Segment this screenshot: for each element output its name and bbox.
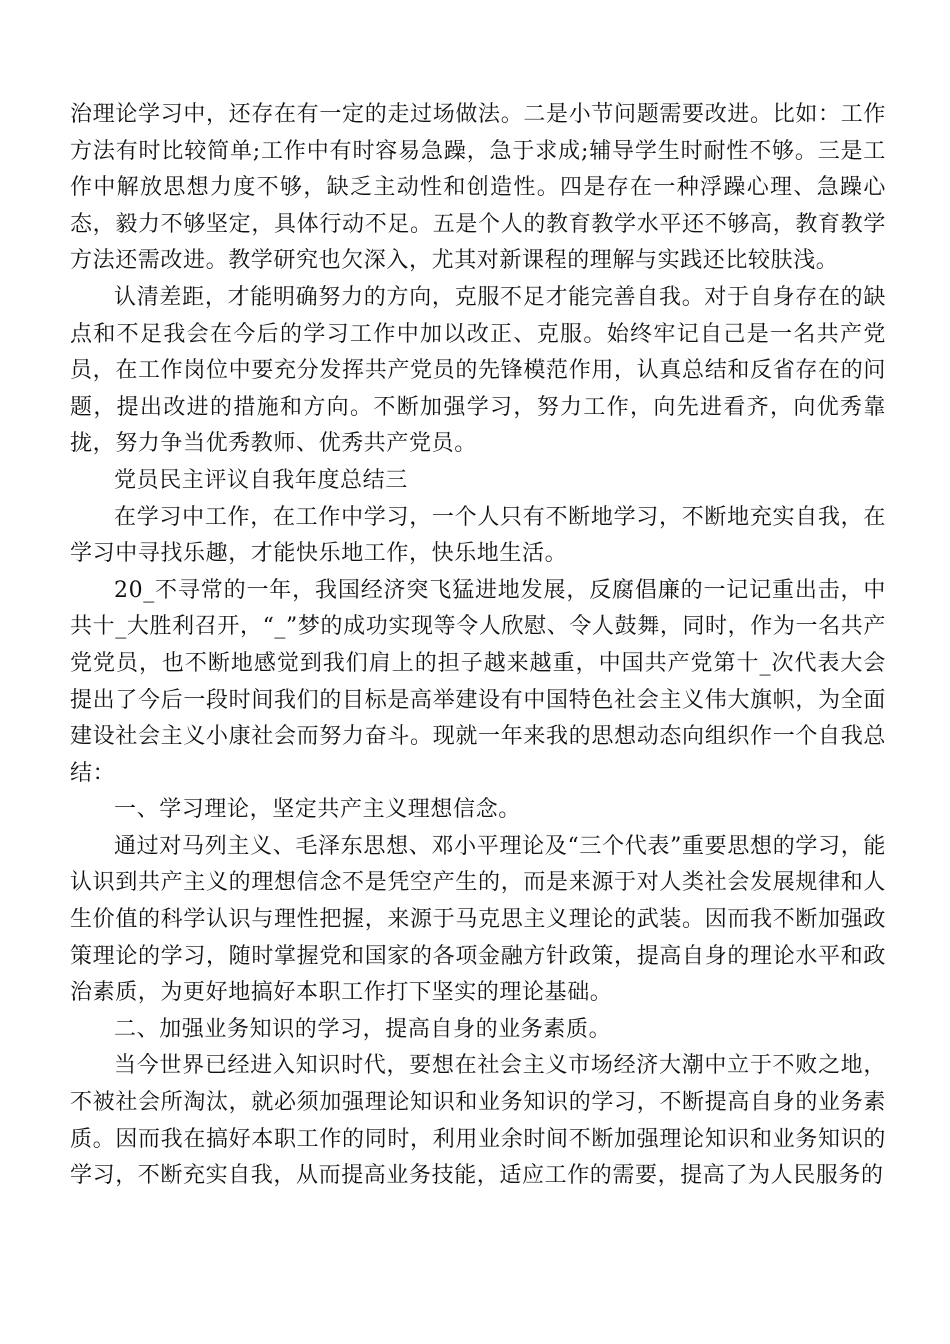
paragraph-4: 20_不寻常的一年，我国经济突飞猛进地发展，反腐倡廉的一记记重出击，中共十_大胜利召开，“_”梦的成功实现等令人欣慰、令人鼓舞，同时，作为一名共产党党员，也不断地感觉到我们肩上的担子越来越重，中国共产党第十_次代表大会提出了今后一段时间我们的目标是高举建设有中国特色社会主义伟大旗帜，为全面建设社会主义小康社会而努力奋斗。现就一年来我的思想动态向组织作一个自我总结：	[70, 577, 886, 786]
paragraph-2: 认清差距，才能明确努力的方向，克服不足才能完善自我。对于自身存在的缺点和不足我会在今后的学习工作中加以改正、克服。始终牢记自己是一名共产党员，在工作岗位中要充分发挥共产党员的先锋模范作用，认真总结和反省存在的问题，提出改进的措施和方向。不断加强学习，努力工作，向先进看齐，向优秀靠拢，努力争当优秀教师、优秀共产党员。	[70, 284, 886, 457]
document-body	[70, 97, 886, 1195]
subheading-1: 一、学习理论，坚定共产主义理想信念。	[114, 797, 521, 823]
section-heading: 党员民主评议自我年度总结三	[114, 467, 408, 493]
paragraph-1: 治理论学习中，还存在有一定的走过场做法。二是小节问题需要改进。比如：工作方法有时比较简单;工作中有时容易急躁，急于求成;辅导学生时耐性不够。三是工作中解放思想力度不够，缺乏主动性和创造性。四是存在一种浮躁心理、急躁心态，毅力不够坚定，具体行动不足。五是个人的教育教学水平还不够高，教育教学方法还需改进。教学研究也欠深入，尤其对新课程的理解与实践还比较肤浅。	[70, 102, 886, 274]
paragraph-6: 当今世界已经进入知识时代，要想在社会主义市场经济大潮中立于不败之地，不被社会所淘汰，就必须加强理论知识和业务知识的学习，不断提高自身的业务素质。因而我在搞好本职工作的同时，利用业余时间不断加强理论知识和业务知识的学习，不断充实自我，从而提高业务技能，适应工作的需要，提高了为人民服务的	[70, 1053, 886, 1189]
paragraph-5: 通过对马列主义、毛泽东思想、邓小平理论及“三个代表”重要思想的学习，能认识到共产主义的理想信念不是凭空产生的，而是来源于对人类社会发展规律和人生价值的科学认识与理性把握，来源于马克思主义理论的武装。因而我不断加强政策理论的学习，随时掌握党和国家的各项金融方针政策，提高自身的理论水平和政治素质，为更好地搞好本职工作打下坚实的理论基础。	[70, 833, 886, 1006]
paragraph-3: 在学习中工作，在工作中学习，一个人只有不断地学习，不断地充实自我，在学习中寻找乐趣，才能快乐地工作，快乐地生活。	[70, 504, 886, 567]
subheading-2: 二、加强业务知识的学习，提高自身的业务素质。	[114, 1016, 612, 1042]
